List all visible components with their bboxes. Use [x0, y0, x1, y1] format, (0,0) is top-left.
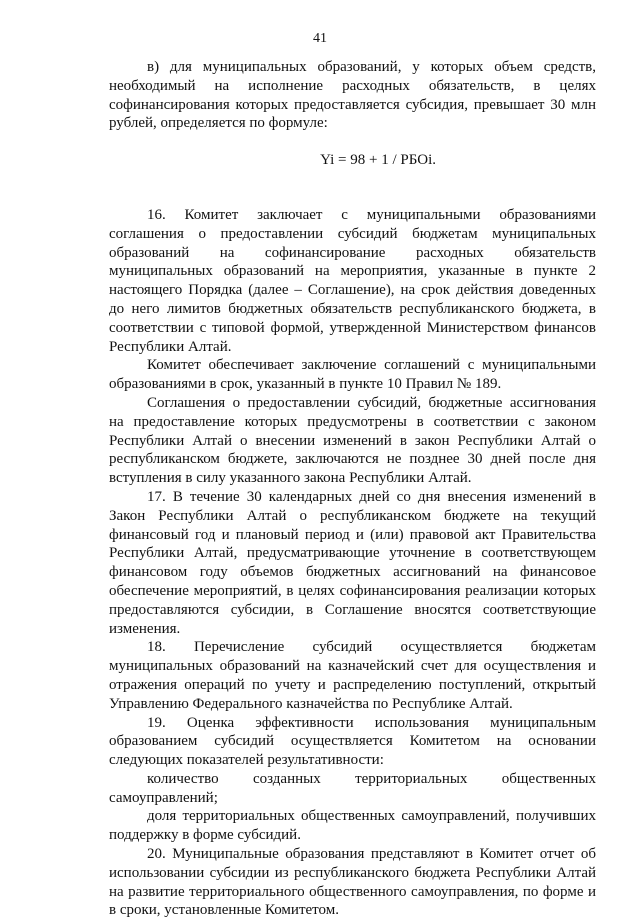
indicator-item-share: доля территориальных общественных самоуправлений, получивших поддержку в форме субсидий.: [109, 808, 596, 844]
page-number: 41: [313, 31, 327, 46]
paragraph-18: 18. Перечисление субсидий осуществляется бюджетам муниципальных образований на казначейский счет для осуществления и отражения операций по учету и распределению поступлений, открытый Управлению Федерального казначейства по Республике Алтай.: [109, 639, 596, 712]
paragraph-16-agreements-deadline: Комитет обеспечивает заключение соглашений с муниципальными образованиями в срок, указанный в пункте 10 Правил № 189.: [109, 357, 596, 393]
paragraph-v-formula-intro: в) для муниципальных образований, у которых объем средств, необходимый на исполнение расходных обязательств, в целях софинансирования которых предоставляется субсидия, превышает 30 млн рублей, определяется по формуле:: [109, 59, 596, 132]
paragraph-17: 17. В течение 30 календарных дней со дня внесения изменений в Закон Республики Алтай о республиканском бюджете на текущий финансовый год и плановый период и (или) правовой акт Правительства Республики Алтай, предусматривающие уточнение в соответствующем финансовом году объемов бюджетных ассигнований на финансовое обеспечение мероприятий, в целях софинансирования реализации которых предоставляются субсидии, в Соглашение вносятся соответствующие изменения.: [109, 488, 596, 637]
paragraph-19: 19. Оценка эффективности использования муниципальным образованием субсидий осуществляется Комитетом на основании следующих показателей результативности:: [109, 714, 596, 769]
document-body: [109, 58, 596, 920]
paragraph-16: 16. Комитет заключает с муниципальными образованиями соглашения о предоставлении субсидий бюджетам муниципальных образований на софинансирование расходных обязательств муниципальных образований на мероприятия, указанные в пункте 2 настоящего Порядка (далее – Соглашение), на срок действия доведенных до него лимитов бюджетных обязательств республиканского бюджета, в соответствии с типовой формой, утвержденной Министерством финансов Республики Алтай.: [109, 206, 596, 355]
indicator-item-count: количество созданных территориальных общественных самоуправлений;: [109, 770, 596, 806]
paragraph-20: 20. Муниципальные образования представляют в Комитет отчет об использовании субсидии из республиканского бюджета Республики Алтай на развитие территориального общественного самоуправления, по форме и в сроки, установленные Комитетом.: [109, 846, 596, 919]
formula: Yi = 98 + 1 / РБОi.: [320, 152, 436, 169]
paragraph-16-agreements-timing: Соглашения о предоставлении субсидий, бюджетные ассигнования на предоставление которых предусмотрены в соответствии с законом Республики Алтай о внесении изменений в закон Республики Алтай о республиканском бюджете, заключаются не позднее 30 дней после дня вступления в силу указанного закона Республики Алтай.: [109, 394, 596, 487]
